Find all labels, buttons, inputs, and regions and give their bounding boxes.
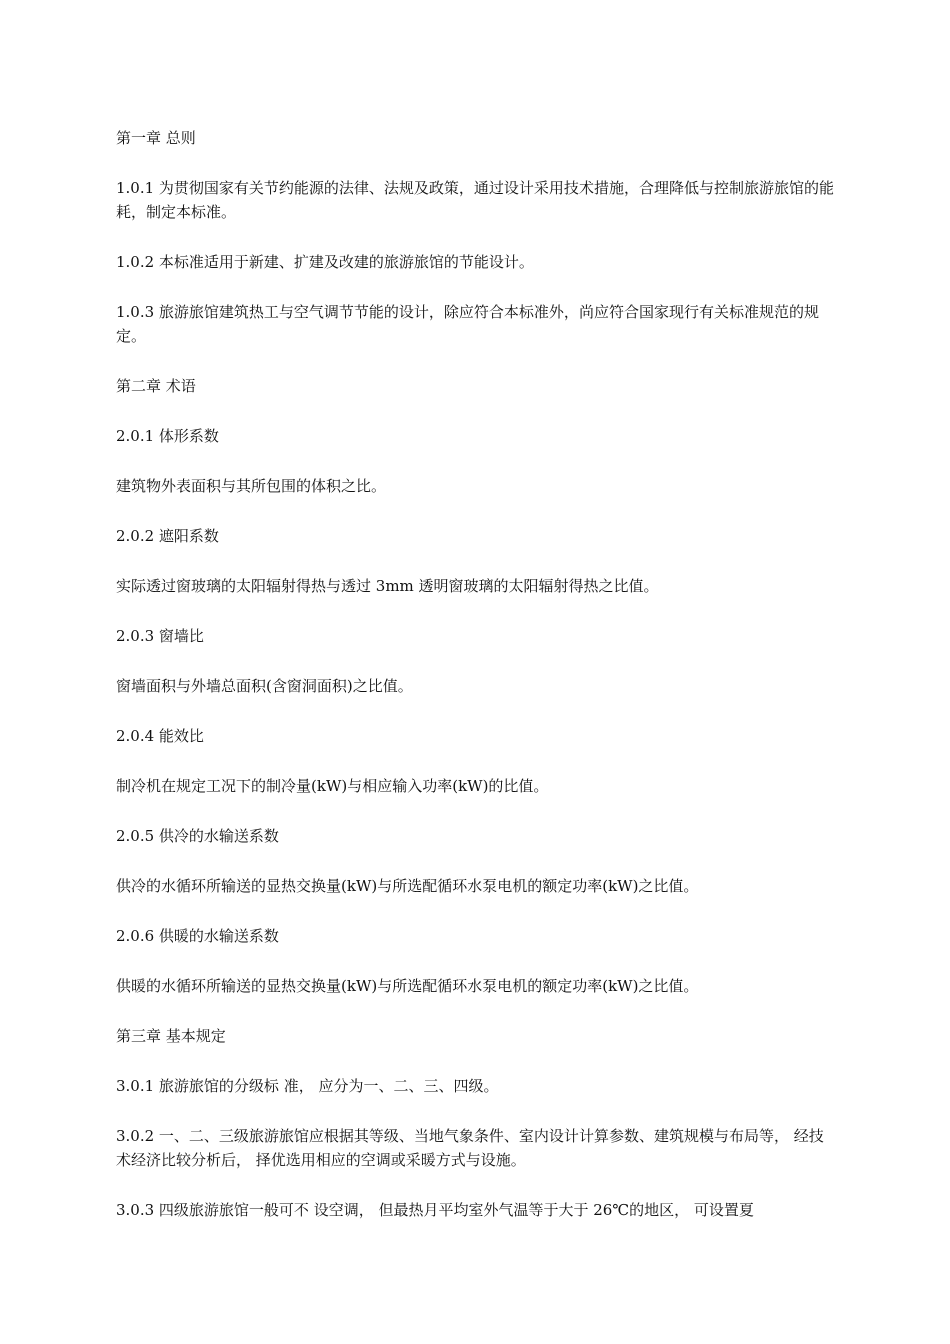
document-body xyxy=(116,126,838,1222)
clause-1-0-2: 1.0.2 本标准适用于新建、扩建及改建的旅游旅馆的节能设计。 xyxy=(116,253,534,271)
term-2-0-1-title: 2.0.1 体形系数 xyxy=(116,427,219,445)
clause-3-0-1: 3.0.1 旅游旅馆的分级标 准， 应分为一、二、三、四级。 xyxy=(116,1077,499,1095)
clause-3-0-2: 3.0.2 一、二、三级旅游旅馆应根据其等级、当地气象条件、室内设计计算参数、建筑规模与布局等， 经技术经济比较分析后， 择优选用相应的空调或采暖方式与设施。 xyxy=(116,1127,824,1169)
term-2-0-1-definition: 建筑物外表面积与其所包围的体积之比。 xyxy=(116,477,387,495)
term-2-0-5-definition: 供冷的水循环所输送的显热交换量(kW)与所选配循环水泵电机的额定功率(kW)之比值。 xyxy=(116,877,699,895)
term-2-0-3-title: 2.0.3 窗墙比 xyxy=(116,627,204,645)
term-2-0-2-title: 2.0.2 遮阳系数 xyxy=(116,527,219,545)
chapter-2-heading: 第二章 术语 xyxy=(116,377,196,395)
term-2-0-6-definition: 供暖的水循环所输送的显热交换量(kW)与所选配循环水泵电机的额定功率(kW)之比值。 xyxy=(116,977,699,995)
term-2-0-4-title: 2.0.4 能效比 xyxy=(116,727,204,745)
term-2-0-4-definition: 制冷机在规定工况下的制冷量(kW)与相应输入功率(kW)的比值。 xyxy=(116,777,549,795)
chapter-3-heading: 第三章 基本规定 xyxy=(116,1027,226,1045)
clause-3-0-3: 3.0.3 四级旅游旅馆一般可不 设空调， 但最热月平均室外气温等于大于 26℃的地区， 可设置夏 xyxy=(116,1201,754,1219)
term-2-0-3-definition: 窗墙面积与外墙总面积(含窗洞面积)之比值。 xyxy=(116,677,413,695)
chapter-1-heading: 第一章 总则 xyxy=(116,129,196,147)
clause-1-0-3: 1.0.3 旅游旅馆建筑热工与空气调节节能的设计，除应符合本标准外，尚应符合国家现行有关标准规范的规定。 xyxy=(116,303,819,345)
term-2-0-2-definition: 实际透过窗玻璃的太阳辐射得热与透过 3mm 透明窗玻璃的太阳辐射得热之比值。 xyxy=(116,577,659,595)
clause-1-0-1: 1.0.1 为贯彻国家有关节约能源的法律、法规及政策，通过设计采用技术措施，合理降低与控制旅游旅馆的能耗，制定本标准。 xyxy=(116,179,834,221)
term-2-0-6-title: 2.0.6 供暖的水输送系数 xyxy=(116,927,279,945)
term-2-0-5-title: 2.0.5 供冷的水输送系数 xyxy=(116,827,279,845)
